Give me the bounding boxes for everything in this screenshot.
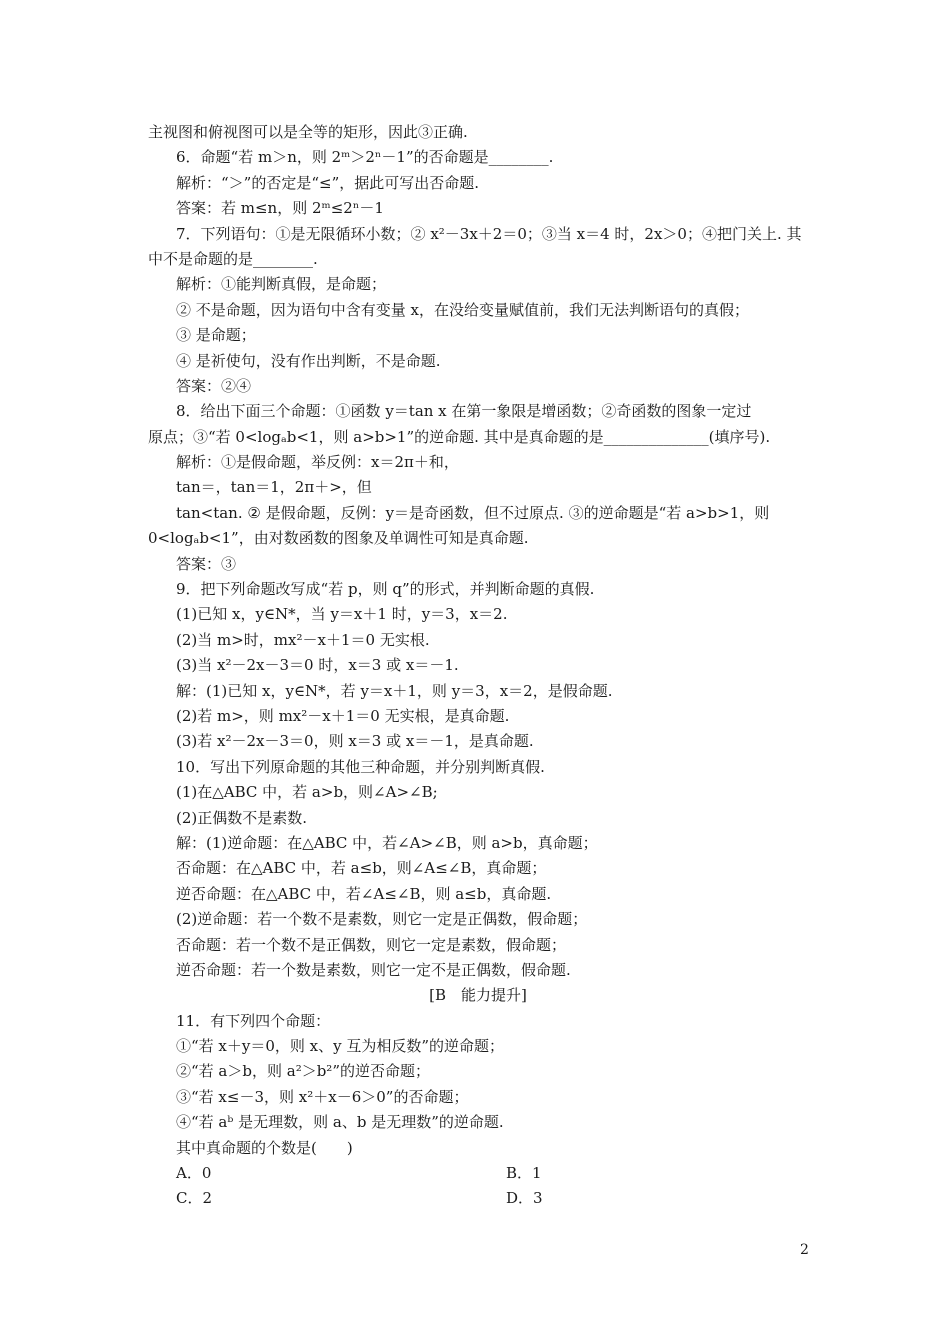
text-line: 解析：①是假命题，举反例：x＝2π＋和， <box>176 453 459 472</box>
text-line: ④ 是祈使句，没有作出判断，不是命题. <box>176 351 441 370</box>
text-line: ④“若 aᵇ 是无理数，则 a、b 是无理数”的逆命题. <box>176 1113 504 1132</box>
option-b: B．1 <box>506 1164 542 1183</box>
options-row <box>148 1186 808 1211</box>
option-d: D．3 <box>506 1189 543 1208</box>
question-6: 6．命题“若 m＞n，则 2ᵐ＞2ⁿ－1”的否命题是________. <box>176 148 554 167</box>
text-line: 原点；③“若 0<logₐb<1，则 a>b>1”的逆命题. 其中是真命题的是______________(填序号). <box>148 427 771 446</box>
question-10: 10．写出下列原命题的其他三种命题，并分别判断真假. <box>176 757 545 776</box>
text-line: 解析：“＞”的否定是“≤”，据此可写出否命题. <box>176 173 480 192</box>
text-line: (1)已知 x，y∈N*，当 y＝x＋1 时，y＝3，x＝2. <box>176 605 508 624</box>
text-line: (2)当 m>时，mx²－x＋1＝0 无实根. <box>176 630 430 649</box>
text-line: ②“若 a＞b，则 a²＞b²”的逆否命题； <box>176 1062 430 1081</box>
text-line: 0<logₐb<1”，由对数函数的图象及单调性可知是真命题. <box>148 529 529 548</box>
page-content <box>148 120 808 1212</box>
text-line: (3)若 x²－2x－3＝0，则 x＝3 或 x＝－1，是真命题. <box>176 732 534 751</box>
text-line: (2)正偶数不是素数. <box>176 808 308 827</box>
text-line: 其中真命题的个数是( ) <box>176 1138 353 1157</box>
option-c: C．2 <box>176 1189 213 1208</box>
text-line: ①“若 x＋y＝0，则 x、y 互为相反数”的逆命题； <box>176 1037 505 1056</box>
question-9: 9．把下列命题改写成“若 p，则 q”的形式，并判断命题的真假. <box>176 580 595 599</box>
question-7: 7．下列语句：①是无限循环小数；② x²－3x＋2＝0；③当 x＝4 时，2x＞0；④把门关上. 其 <box>176 224 802 243</box>
text-line: ③“若 x≤－3，则 x²＋x－6＞0”的否命题； <box>176 1087 469 1106</box>
answer-line: 答案：若 m≤n，则 2ᵐ≤2ⁿ－1 <box>176 199 384 218</box>
text-line: 逆否命题：在△ABC 中，若∠A≤∠B，则 a≤b，真命题. <box>176 884 552 903</box>
section-heading: [B 能力提升] <box>429 986 527 1005</box>
text-line: (3)当 x²－2x－3＝0 时，x＝3 或 x＝－1. <box>176 656 459 675</box>
text-line: 中不是命题的是________. <box>148 249 318 268</box>
text-line: 主视图和俯视图可以是全等的矩形，因此③正确. <box>148 123 468 141</box>
text-line: ② 不是命题，因为语句中含有变量 x，在没给变量赋值前，我们无法判断语句的真假； <box>176 300 749 319</box>
text-line: tan<tan. ② 是假命题，反例：y＝是奇函数，但不过原点. ③的逆命题是“若 a>b>1，则 <box>176 503 770 522</box>
text-line: 否命题：在△ABC 中，若 a≤b，则∠A≤∠B，真命题； <box>176 859 547 878</box>
question-8: 8．给出下面三个命题：①函数 y＝tan x 在第一象限是增函数；②奇函数的图象一定过 <box>176 402 752 421</box>
text-line: 解：(1)逆命题：在△ABC 中，若∠A>∠B，则 a>b，真命题； <box>176 833 598 852</box>
question-11: 11．有下列四个命题： <box>176 1011 331 1030</box>
answer-line: 答案：③ <box>176 554 237 573</box>
text-line: (1)在△ABC 中，若 a>b，则∠A>∠B; <box>176 783 438 802</box>
option-a: A．0 <box>176 1164 212 1183</box>
text-line: 逆否命题：若一个数是素数，则它一定不是正偶数，假命题. <box>176 960 571 979</box>
options-row <box>148 1161 808 1186</box>
text-line: (2)若 m>，则 mx²－x＋1＝0 无实根，是真命题. <box>176 706 510 725</box>
text-line: (2)逆命题：若一个数不是素数，则它一定是正偶数，假命题； <box>176 910 588 929</box>
text-line: tan＝，tan＝1，2π＋>，但 <box>176 478 372 497</box>
page-number: 2 <box>800 1242 809 1258</box>
text-line: 解：(1)已知 x，y∈N*，若 y＝x＋1，则 y＝3，x＝2，是假命题. <box>176 681 613 700</box>
text-line: 解析：①能判断真假，是命题； <box>176 275 387 294</box>
answer-line: 答案：②④ <box>176 376 252 395</box>
text-line: 否命题：若一个数不是正偶数，则它一定是素数，假命题； <box>176 935 567 954</box>
text-line: ③ 是命题； <box>176 326 256 345</box>
